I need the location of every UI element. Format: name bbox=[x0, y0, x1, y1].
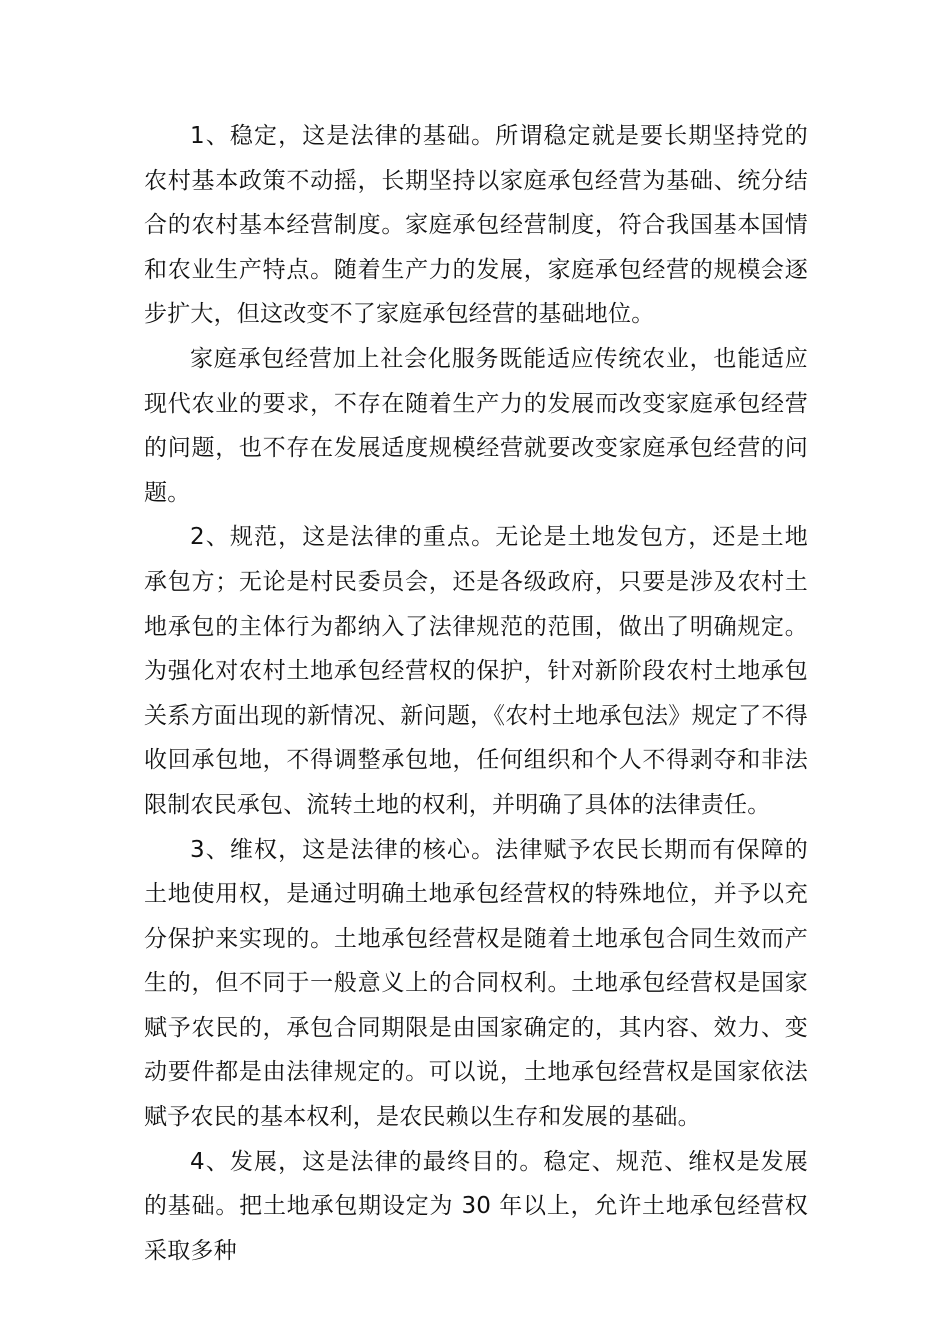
paragraph-development: 4、发展，这是法律的最终目的。稳定、规范、维权是发展的基础。把土地承包期设定为 30 年以上，允许土地承包经营权采取多种 bbox=[144, 1148, 808, 1264]
document-body bbox=[144, 114, 808, 1273]
paragraph-household-contract: 家庭承包经营加上社会化服务既能适应传统农业，也能适应现代农业的要求，不存在随着生产力的发展而改变家庭承包经营的问题，也不存在发展适度规模经营就要改变家庭承包经营的问题。 bbox=[144, 345, 808, 506]
paragraph-rights-protection: 3、维权，这是法律的核心。法律赋予农民长期而有保障的土地使用权，是通过明确土地承包经营权的特殊地位，并予以充分保护来实现的。土地承包经营权是随着土地承包合同生效而产生的，但不同于一般意义上的合同权利。土地承包经营权是国家赋予农民的，承包合同期限是由国家确定的，其内容、效力、变动要件都是由法律规定的。可以说，土地承包经营权是国家依法赋予农民的基本权利，是农民赖以生存和发展的基础。 bbox=[144, 836, 808, 1131]
paragraph-regulation: 2、规范，这是法律的重点。无论是土地发包方，还是土地承包方；无论是村民委员会，还是各级政府，只要是涉及农村土地承包的主体行为都纳入了法律规范的范围，做出了明确规定。为强化对农村土地承包经营权的保护，针对新阶段农村土地承包关系方面出现的新情况、新问题，《农村土地承包法》规定了不得收回承包地，不得调整承包地，任何组织和个人不得剥夺和非法限制农民承包、流转土地的权利，并明确了具体的法律责任。 bbox=[144, 524, 808, 818]
paragraph-stability: 1、稳定，这是法律的基础。所谓稳定就是要长期坚持党的农村基本政策不动摇，长期坚持以家庭承包经营为基础、统分结合的农村基本经营制度。家庭承包经营制度，符合我国基本国情和农业生产特点。随着生产力的发展，家庭承包经营的规模会逐步扩大，但这改变不了家庭承包经营的基础地位。 bbox=[144, 123, 808, 328]
